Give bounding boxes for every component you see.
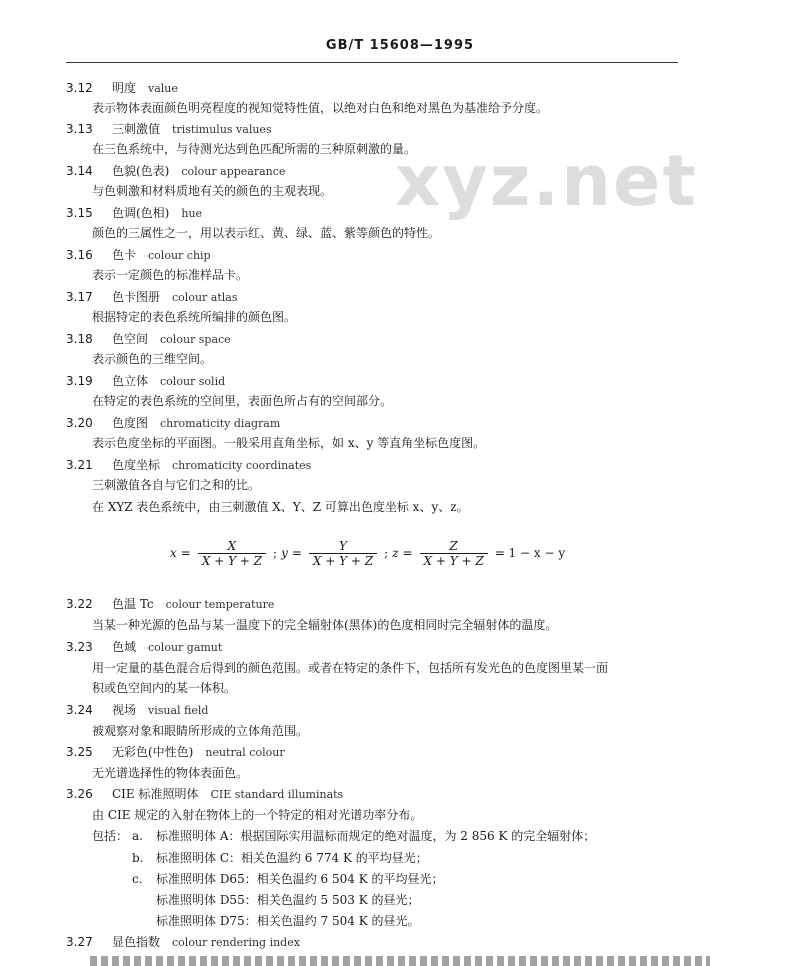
cut-off-text-line xyxy=(90,956,710,966)
watermark: xyz.net xyxy=(395,140,698,222)
illuminant-c-mark: c. xyxy=(132,872,143,886)
entry-term: 色立体 xyxy=(112,374,149,388)
entry-3-23-desc-2: 积或色空间内的某一体积。 xyxy=(92,681,237,695)
fraction-z: $\frac{Z}{X + Y + Z}$ xyxy=(420,539,488,568)
entry-english: chromaticity coordinates xyxy=(172,459,312,472)
entry-3-20-heading xyxy=(66,415,280,432)
entry-3-23-desc: 用一定量的基色混合后得到的颜色范围。或者在特定的条件下，包括所有发光色的色度图里某一面 xyxy=(92,661,609,675)
entry-term: 三刺激值 xyxy=(112,122,161,136)
entry-number: 3.14 xyxy=(66,164,93,178)
entry-3-15-heading xyxy=(66,205,202,222)
entry-3-24-heading xyxy=(66,702,208,719)
entry-term: 色貌(色表) xyxy=(112,164,170,178)
entry-number: 3.21 xyxy=(66,458,93,472)
entry-term: 视场 xyxy=(112,703,137,717)
entry-english: colour temperature xyxy=(165,598,275,611)
illuminant-a-mark: a. xyxy=(132,829,143,843)
entry-3-15-desc: 颜色的三属性之一，用以表示红、黄、绿、蓝、紫等颜色的特性。 xyxy=(92,226,441,240)
entry-3-26-desc: 由 CIE 规定的入射在物体上的一个特定的相对光谱功率分布。 xyxy=(92,808,423,822)
entry-3-19-desc: 在特定的表色系统的空间里，表面色所占有的空间部分。 xyxy=(92,394,393,408)
entry-number: 3.19 xyxy=(66,374,93,388)
entry-english: colour solid xyxy=(160,375,226,388)
entry-english: hue xyxy=(181,207,203,220)
entry-3-24-desc: 被观察对象和眼睛所形成的立体角范围。 xyxy=(92,724,309,738)
entry-number: 3.26 xyxy=(66,787,93,801)
entry-term: 色卡 xyxy=(112,248,137,262)
entry-3-18-heading xyxy=(66,331,231,348)
entry-3-21-desc-2: 在 XYZ 表色系统中，由三刺激值 X、Y、Z 可算出色度坐标 x、y、z。 xyxy=(92,500,469,514)
entry-3-20-desc: 表示色度坐标的平面图。一般采用直角坐标，如 x、y 等直角坐标色度图。 xyxy=(92,436,486,450)
fraction-x: $\frac{X}{X + Y + Z}$ xyxy=(198,539,266,568)
entry-3-17-desc: 根据特定的表色系统所编排的颜色图。 xyxy=(92,310,297,324)
page-header: GB/T 15608—1995 xyxy=(325,38,475,53)
entry-english: value xyxy=(148,82,178,95)
formula-x: x xyxy=(170,546,177,560)
entry-3-26-heading xyxy=(66,786,343,803)
entry-english: colour appearance xyxy=(181,165,286,178)
entry-number: 3.25 xyxy=(66,745,93,759)
entry-english: colour chip xyxy=(148,249,211,262)
entry-number: 3.27 xyxy=(66,935,93,949)
illuminant-b-mark: b. xyxy=(132,851,144,865)
entry-term: CIE 标准照明体 xyxy=(112,787,199,801)
entry-english: tristimulus values xyxy=(172,123,272,136)
entry-english: CIE standard illuminats xyxy=(210,788,344,801)
entry-number: 3.23 xyxy=(66,640,93,654)
entry-english: colour space xyxy=(160,333,231,346)
entry-3-13-heading xyxy=(66,121,272,138)
entry-3-22-desc: 当某一种光源的色品与某一温度下的完全辐射体(黑体)的色度相同时完全辐射体的温度。 xyxy=(92,618,558,632)
entry-3-25-heading xyxy=(66,744,285,761)
entry-3-12-desc: 表示物体表面颜色明亮程度的视知觉特性值，以绝对白色和绝对黑色为基准给予分度。 xyxy=(92,101,549,115)
entry-term: 无彩色(中性色) xyxy=(112,745,194,759)
entry-english: colour atlas xyxy=(172,291,238,304)
illuminant-a: 标准照明体 A：根据国际实用温标而规定的绝对温度，为 2 856 K 的完全辐射体； xyxy=(156,829,596,843)
illuminant-d75: 标准照明体 D75：相关色温约 7 504 K 的昼光。 xyxy=(156,914,420,928)
entry-3-27-heading xyxy=(66,934,300,951)
header-rule xyxy=(66,62,678,63)
chromaticity-formula: x = $\frac{X}{X + Y + Z}$ ; y = $\frac{Y}{X + Y + Z}$ ; z = $\frac{Z}{X + Y + Z}$ = 1 − x − y xyxy=(170,538,566,568)
entry-term: 色空间 xyxy=(112,332,149,346)
entry-number: 3.13 xyxy=(66,122,93,136)
entry-3-16-desc: 表示一定颜色的标准样品卡。 xyxy=(92,268,249,282)
entry-number: 3.12 xyxy=(66,81,93,95)
entry-term: 明度 xyxy=(112,81,137,95)
entry-term: 色卡图册 xyxy=(112,290,161,304)
entry-3-22-heading xyxy=(66,596,274,613)
formula-tail: = 1 − x − y xyxy=(494,546,566,560)
entry-number: 3.16 xyxy=(66,248,93,262)
entry-3-17-heading xyxy=(66,289,237,306)
illuminant-b: 标准照明体 C：相关色温约 6 774 K 的平均昼光； xyxy=(156,851,428,865)
entry-3-23-heading xyxy=(66,639,222,656)
entry-english: neutral colour xyxy=(205,746,285,759)
entry-number: 3.15 xyxy=(66,206,93,220)
entry-3-12-heading xyxy=(66,80,178,97)
entry-3-21-desc: 三刺激值各自与它们之和的比。 xyxy=(92,478,261,492)
illuminant-d55: 标准照明体 D55：相关色温约 5 503 K 的昼光； xyxy=(156,893,420,907)
entry-english: colour gamut xyxy=(148,641,223,654)
entry-number: 3.18 xyxy=(66,332,93,346)
entry-number: 3.22 xyxy=(66,597,93,611)
entry-english: chromaticity diagram xyxy=(160,417,281,430)
entry-3-25-desc: 无光谱选择性的物体表面色。 xyxy=(92,766,249,780)
entry-number: 3.17 xyxy=(66,290,93,304)
fraction-y: $\frac{Y}{X + Y + Z}$ xyxy=(309,539,377,568)
entry-3-18-desc: 表示颜色的三维空间。 xyxy=(92,352,213,366)
entry-number: 3.20 xyxy=(66,416,93,430)
entry-english: colour rendering index xyxy=(172,936,300,949)
formula-z: z xyxy=(392,546,399,560)
entry-3-14-heading xyxy=(66,163,285,180)
entry-3-14-desc: 与色刺激和材料质地有关的颜色的主观表现。 xyxy=(92,184,333,198)
illuminant-c: 标准照明体 D65：相关色温约 6 504 K 的平均昼光； xyxy=(156,872,444,886)
entry-term: 色调(色相) xyxy=(112,206,170,220)
entry-3-16-heading xyxy=(66,247,211,264)
entry-term: 色度图 xyxy=(112,416,149,430)
entry-term: 显色指数 xyxy=(112,935,161,949)
entry-3-19-heading xyxy=(66,373,225,390)
entry-3-13-desc: 在三色系统中，与待测光达到色匹配所需的三种原刺激的量。 xyxy=(92,142,417,156)
entry-term: 色温 Tc xyxy=(112,597,154,611)
entry-english: visual field xyxy=(148,704,209,717)
entry-term: 色域 xyxy=(112,640,137,654)
entry-term: 色度坐标 xyxy=(112,458,161,472)
entry-number: 3.24 xyxy=(66,703,93,717)
illuminant-list-intro: 包括： xyxy=(92,829,129,843)
entry-3-21-heading xyxy=(66,457,311,474)
formula-y: y xyxy=(281,546,288,560)
